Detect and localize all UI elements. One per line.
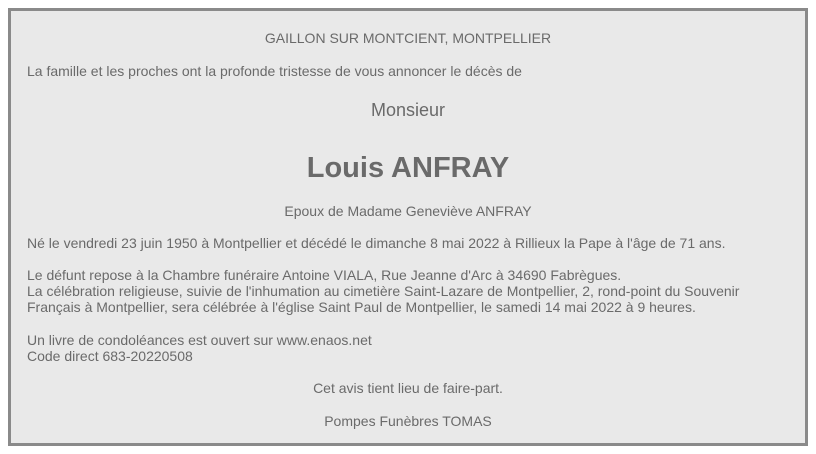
spouse-line: Epoux de Madame Geneviève ANFRAY [284, 203, 532, 219]
condolence-line-2: Code direct 683-20220508 [27, 348, 193, 364]
rest-line-1: Le défunt repose à la Chambre funéraire Antoine VIALA, Rue Jeanne d'Arc à 34690 Fabrègues. [27, 267, 622, 283]
deceased-name: Louis ANFRAY [306, 152, 510, 184]
rest-line-3: Français à Montpellier, sera célébrée à l'église Saint Paul de Montpellier, le samedi 14 mai 2022 à 9 heures. [27, 299, 696, 315]
condolence-line-1: Un livre de condoléances est ouvert sur www.enaos.net [27, 332, 372, 348]
location-heading: GAILLON SUR MONTCIENT, MONTPELLIER [264, 30, 552, 46]
death-notice-card [8, 8, 808, 446]
tenant-lieu-line: Cet avis tient lieu de faire-part. [313, 380, 503, 396]
birth-death-line: Né le vendredi 23 juin 1950 à Montpellier et décédé le dimanche 8 mai 2022 à Rillieux la Pape à l'âge de 71 ans. [27, 235, 726, 251]
funeral-home-line: Pompes Funèbres TOMAS [324, 413, 492, 429]
intro-text: La famille et les proches ont la profonde tristesse de vous annoncer le décès de [27, 63, 522, 79]
rest-line-2: La célébration religieuse, suivie de l'inhumation au cimetière Saint-Lazare de Montpellier, 2, rond-point du Souvenir [27, 283, 740, 299]
civility-label: Monsieur [370, 100, 446, 120]
